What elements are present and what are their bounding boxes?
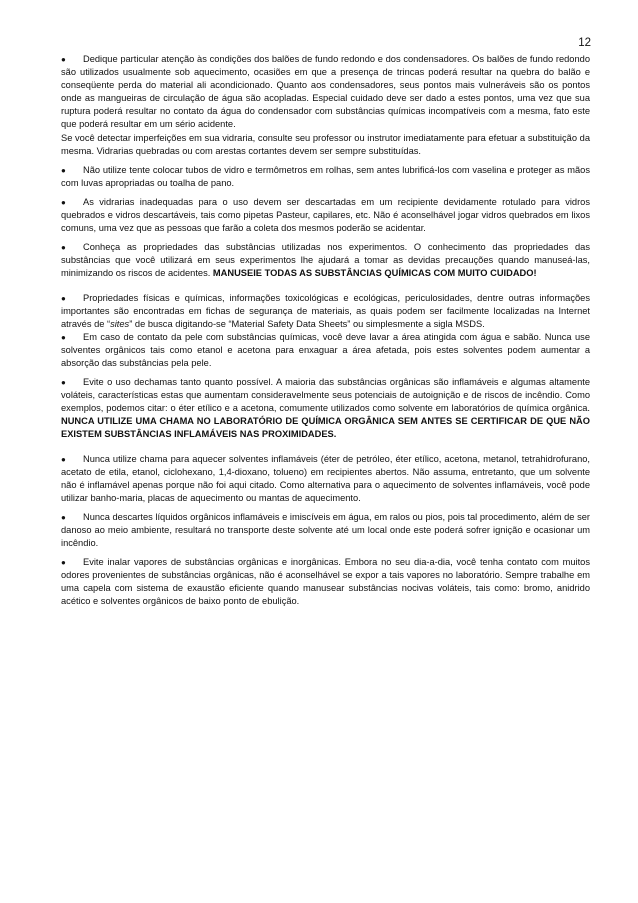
- bullet-icon: ●: [61, 243, 66, 253]
- paragraph-glassware-defects: Se você detectar imperfeições em sua vidraria, consulte seu professor ou instrutor imediatamente para efetuar a substituição da mesma. Vidrarias quebradas ou com arestas cortantes devem ser sempre substituídas.: [61, 132, 590, 156]
- paragraph-glass-disposal: ● As vidrarias inadequadas para o uso devem ser descartadas em um recipiente devidamente rotulado para vidros quebrados e vidros descartáveis, tais como pipetas Pasteur, capilares, etc. Não é aconselhável jogar vidros quebrados em lixos comuns, uma vez que as pessoas que farão a coleta dos mesmos poderão se acidentar.: [61, 196, 590, 234]
- bullet-icon: ●: [61, 55, 66, 64]
- paragraph-glass-tubes: ● Não utilize tente colocar tubos de vidro e termômetros em rolhas, sem antes lubrificá-los com vaselina e proteger as mãos com luvas apropriadas ou toalha de pano.: [61, 164, 590, 188]
- paragraph-vapors: ● Evite inalar vapores de substâncias orgânicas e inorgânicas. Embora no seu dia-a-dia, você tenha contato com muitos odores provenientes de substâncias orgânicas, não é aconselhável se expor a tais vapores no laboratório. Sempre trabalhe em uma capela com sistema de exaustão eficiente quando manusear substâncias nocivas voláteis, tais como: bromo, anidrido acético e solventes orgânicos de baixo ponto de ebulição.: [61, 557, 590, 607]
- paragraph-substance-properties: ● Conheça as propriedades das substâncias utilizadas nos experimentos. O conhecimento das propriedades das substâncias que você utilizará em seus experimentos lhe ajudará a tomar as devidas precauções quando manuseá-las, minimizando os riscos de acidentes. MANUSEIE TODAS AS SUBSTÂNCIAS QUÍMICAS COM MUITO CUIDADO!: [61, 242, 590, 279]
- bullet-icon: ●: [61, 165, 66, 175]
- bullet-icon: ●: [61, 332, 66, 342]
- bullet-icon: ●: [61, 512, 66, 522]
- paragraph-disposal-liquids: ● Nunca descartes líquidos orgânicos inflamáveis e imiscíveis em água, em ralos ou pios, pois tal procedimento, além de ser danoso ao meio ambiente, resultará no transporte deste solvente até um local onde este poderá sofrer ignição e ocasionar um incêndio.: [61, 511, 590, 549]
- document-body: [61, 53, 590, 615]
- paragraph-skin-contact: ● Em caso de contato da pele com substâncias químicas, você deve lavar a área atingida com água e sabão. Nunca use solventes orgânicos tais como etanol e acetona para enxaguar a área afetada, pois estes solventes podem aumentar a absorção das substâncias pela pele.: [61, 331, 590, 368]
- paragraph-flames: ● Evite o uso dechamas tanto quanto possível. A maioria das substâncias orgânicas são inflamáveis e algumas altamente voláteis, características estas que aumentam consideravelmente seus potenciais de autoignição e de riscos de incêndio. Como exemplos, podemos citar: o éter etílico e a acetona, comumente utilizados como solvente em laboratórios de química orgânica. NUNCA UTILIZE UMA CHAMA NO LABORATÓRIO DE QUÍMICA ORGÂNICA SEM ANTES SE CERTIFICAR DE QUE NÃO EXISTEM SUBSTÂNCIAS INFLAMÁVEIS NAS PROXIMIDADES.: [61, 377, 590, 440]
- page-number: 12: [578, 37, 591, 49]
- bullet-icon: ●: [61, 558, 66, 568]
- bullet-icon: ●: [61, 378, 66, 388]
- paragraph-flammable-solvents: ● Nunca utilize chama para aquecer solventes inflamáveis (éter de petróleo, éter etílico, acetona, metanol, tetrahidrofurano, acetato de etila, etanol, ciclohexano, 1,4-dioxano, tolueno) em recipientes abertos. Não assuma, entretanto, que um solvente não é inflamável apenas porque não foi aqui citado. Como alternativa para o aquecimento de solventes inflamáveis, você pode utilizar banho-maria, placas de aquecimento ou mantas de aquecimento.: [61, 453, 590, 503]
- paragraph-msds: ● Propriedades físicas e químicas, informações toxicológicas e ecológicas, periculosidades, dentre outras informações importantes são encontradas em fichas de segurança de materiais, as quais podem ser facilmente localizadas na Internet através de “sites” de busca digitando-se “Material Safety Data Sheets” ou simplesmente a sigla MSDS.: [61, 292, 590, 329]
- bullet-icon: ●: [61, 454, 66, 464]
- bullet-icon: ●: [61, 293, 66, 303]
- bullet-icon: ●: [61, 197, 66, 207]
- paragraph-balloons: ● Dedique particular atenção às condições dos balões de fundo redondo e dos condensadores. Os balões de fundo redondo são utilizados usualmente sob aquecimento, ocasiões em que a presença de trincas poderá resultar na quebra do balão e conseqüente perda do material ali acondicionado. Quanto aos condensadores, seus pontos mais vulneráveis são os pontos onde as mangueiras de circulação de água são acopladas. Especial cuidado deve ser dado a estes pontos, uma vez que sua ruptura poderá resultar no contato da água do condensador com substâncias químicas incompatíveis com a mesma, fato este que poderá resultar em um sério acidente.: [61, 54, 590, 130]
